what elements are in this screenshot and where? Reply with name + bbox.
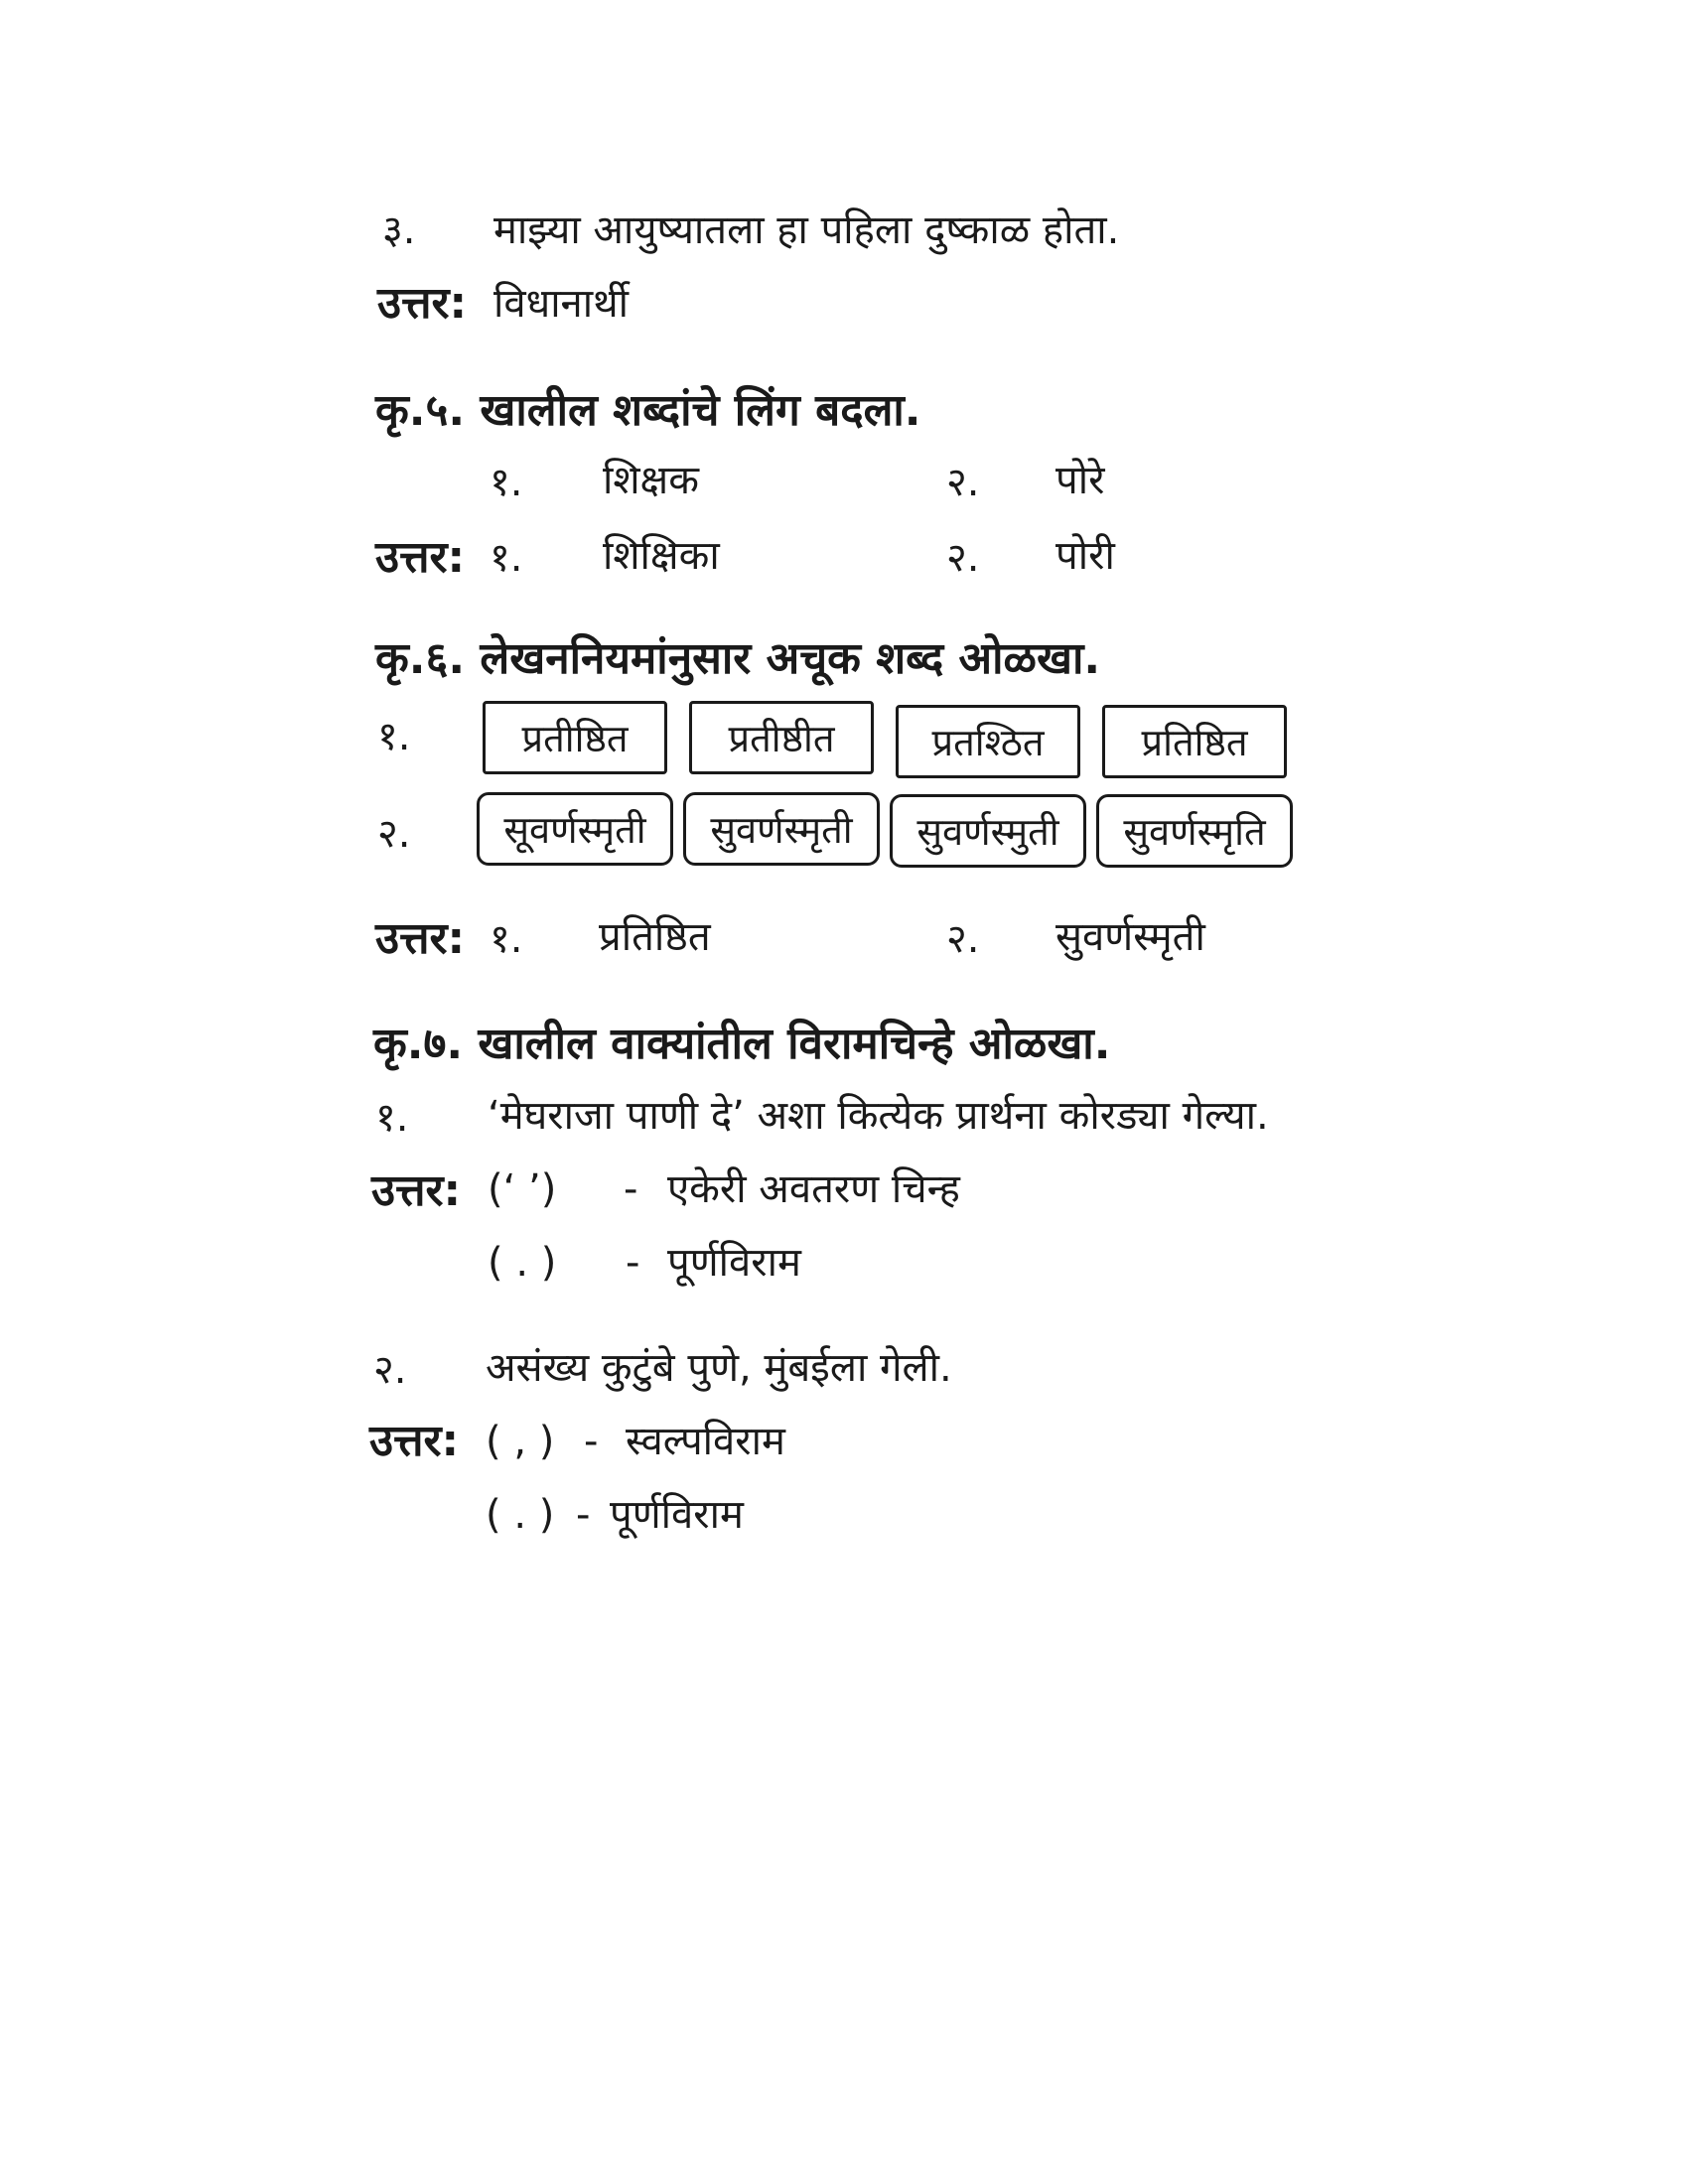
answer-text: विधानार्थी	[493, 281, 630, 327]
question-sentence: असंख्य कुटुंबे पुणे, मुंबईला गेली.	[486, 1345, 952, 1391]
option-box[interactable]: सुवर्णस्मुती	[890, 794, 1086, 868]
question-heading: कृ.६. लेखननियमांनुसार अचूक शब्द ओळखा.	[375, 633, 1101, 684]
question-sentence: ‘मेघराजा पाणी दे’ अशा कित्येक प्रार्थना कोरड्या गेल्या.	[488, 1093, 1269, 1139]
dash: -	[576, 1492, 591, 1538]
item-number: ३.	[382, 207, 416, 253]
punctuation-mark: ( . )	[486, 1492, 555, 1538]
answer-word: सुवर्णस्मृती	[1055, 914, 1205, 960]
answer-word: पोरी	[1055, 533, 1115, 579]
option-box[interactable]: प्रतीष्ठीत	[689, 701, 874, 774]
punctuation-name: एकेरी अवतरण चिन्ह	[667, 1166, 960, 1212]
item-number: २.	[946, 916, 980, 962]
option-box[interactable]: सुवर्णस्मृति	[1096, 794, 1293, 868]
item-number: २.	[377, 811, 411, 857]
item-number: १.	[375, 1095, 409, 1141]
answer-label: उत्तर:	[375, 913, 466, 964]
question-heading: कृ.५. खालील शब्दांचे लिंग बदला.	[375, 385, 921, 436]
word: शिक्षक	[603, 458, 699, 503]
option-box[interactable]: प्रतीष्ठित	[483, 701, 667, 774]
dash: -	[624, 1166, 638, 1212]
item-number: १.	[490, 535, 523, 581]
question-heading: कृ.७. खालील वाक्यांतील विरामचिन्हे ओळखा.	[373, 1019, 1111, 1069]
item-number: २.	[373, 1347, 407, 1393]
option-box[interactable]: सुवर्णस्मृती	[683, 792, 880, 866]
punctuation-mark: ( . )	[488, 1240, 557, 1286]
punctuation-mark: (‘ ’)	[488, 1166, 557, 1212]
dash: -	[626, 1240, 640, 1286]
word: पोरे	[1055, 458, 1105, 503]
punctuation-name: स्वल्पविराम	[626, 1419, 785, 1464]
answer-word: शिक्षिका	[603, 533, 720, 579]
punctuation-name: पूर्णविराम	[610, 1492, 744, 1538]
answer-label: उत्तर:	[377, 278, 468, 329]
dash: -	[584, 1419, 599, 1464]
answer-label: उत्तर:	[375, 532, 466, 583]
question-sentence: माझ्या आयुष्यातला हा पहिला दुष्काळ होता.	[493, 207, 1120, 253]
answer-label: उत्तर:	[369, 1416, 460, 1466]
item-number: १.	[490, 460, 523, 505]
option-box[interactable]: प्रतश्ठित	[896, 705, 1080, 778]
punctuation-mark: ( , )	[486, 1419, 555, 1464]
item-number: १.	[377, 714, 411, 759]
item-number: २.	[946, 460, 980, 505]
item-number: २.	[946, 535, 980, 581]
item-number: १.	[490, 916, 523, 962]
answer-label: उत्तर:	[371, 1165, 462, 1216]
option-box[interactable]: सूवर्णस्मृती	[477, 792, 673, 866]
punctuation-name: पूर्णविराम	[667, 1240, 801, 1286]
answer-word: प्रतिष्ठित	[599, 914, 711, 960]
option-box[interactable]: प्रतिष्ठित	[1102, 705, 1287, 778]
